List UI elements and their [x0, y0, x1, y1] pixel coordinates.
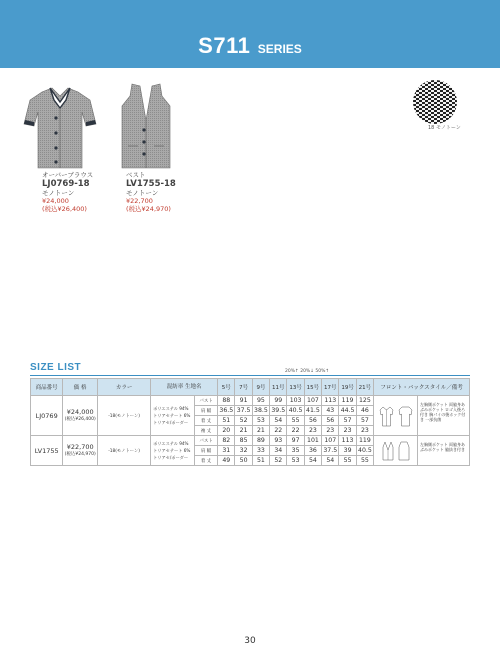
fabric-line: トリアセ/ポーダー — [153, 455, 189, 460]
series-title — [0, 33, 500, 59]
measure-value: 51 — [218, 416, 235, 426]
measure-value: 39.5 — [271, 407, 286, 414]
measure-label: 袖 丈 — [195, 426, 218, 436]
measure-value: 49 — [218, 456, 235, 466]
series-banner — [0, 0, 500, 68]
row-product-code: LV1755 — [31, 436, 63, 466]
measure-value: 23 — [304, 426, 321, 436]
measure-value: 33 — [252, 446, 269, 456]
measure-value: 21 — [235, 426, 252, 436]
measure-value: 107 — [304, 396, 321, 406]
product-tax-price: (税込¥24,970) — [126, 205, 171, 213]
header-size: 5号 — [218, 379, 235, 396]
header-fabric: 混紡率 生地名 — [151, 379, 218, 396]
measure-value: 56 — [322, 416, 339, 426]
fabric-line: トリアセテート 6% — [153, 413, 191, 418]
product-image-vest — [116, 80, 176, 172]
page-number: 30 — [244, 636, 256, 646]
measure-value: 52 — [270, 456, 287, 466]
style-illustration-blouse — [374, 396, 418, 436]
measure-label: 肩 幅 — [195, 406, 218, 416]
header-size: 13号 — [287, 379, 304, 396]
measure-value: 119 — [339, 396, 356, 406]
measure-value: 107 — [322, 436, 339, 446]
measure-value: 97 — [287, 436, 304, 446]
measure-value: 43 — [322, 406, 339, 416]
measure-value: 52 — [235, 416, 252, 426]
mix-note: 20%↑ 20%↓ 50%↑ — [285, 369, 330, 374]
measure-value: 57 — [356, 416, 373, 426]
measure-value: 113 — [339, 436, 356, 446]
vest-front-icon — [382, 441, 394, 461]
measure-value: 36.5 — [219, 407, 234, 414]
size-table — [30, 378, 470, 466]
measure-value: 113 — [322, 396, 339, 406]
measure-value: 40.5 — [288, 407, 303, 414]
series-code: S711 — [198, 33, 251, 58]
measure-value: 31 — [218, 446, 235, 456]
series-word: SERIES — [257, 42, 302, 56]
measure-label: 着 丈 — [195, 416, 218, 426]
product-price: ¥24,000 — [42, 197, 69, 205]
blouse-back-icon — [398, 405, 413, 427]
measure-value: 88 — [218, 396, 235, 406]
measure-value: 38.5 — [254, 407, 268, 414]
header-size: 11号 — [270, 379, 287, 396]
measure-value: 22 — [287, 426, 304, 436]
header-size: 15号 — [304, 379, 321, 396]
product-category: ベスト — [126, 171, 146, 179]
measure-value: 39 — [339, 446, 356, 456]
measure-value: 54 — [270, 416, 287, 426]
header-size: 7号 — [235, 379, 252, 396]
measure-value: 57 — [339, 416, 356, 426]
measure-value: 35 — [287, 446, 304, 456]
swatch-label: 18 モノトーン — [428, 125, 461, 131]
vest-back-icon — [398, 441, 410, 461]
measure-value: 53 — [252, 416, 269, 426]
measure-value: 46 — [356, 406, 373, 416]
size-table-header — [31, 379, 470, 396]
size-list-title: SIZE LIST — [30, 362, 82, 373]
measure-label: バスト — [195, 396, 218, 406]
table-row — [31, 396, 470, 406]
measure-value: 103 — [287, 396, 304, 406]
measure-value: 41.5 — [306, 407, 320, 414]
product-price: ¥22,700 — [126, 197, 153, 205]
row-price-value: ¥24,000 — [66, 407, 94, 416]
row-color: -18(モノトーン) — [98, 436, 151, 466]
fabric-swatch — [413, 80, 457, 124]
row-tax-price: (税込¥24,970) — [64, 451, 96, 457]
measure-value: 44.5 — [340, 407, 355, 414]
measure-value: 95 — [252, 396, 269, 406]
measure-label: 着 丈 — [195, 456, 218, 466]
header-color: カラー — [98, 379, 151, 396]
product-caption-overblouse — [42, 171, 93, 213]
blouse-front-icon — [379, 405, 394, 427]
row-tax-price: (税込¥26,400) — [64, 416, 96, 422]
measure-value: 85 — [235, 436, 252, 446]
measure-value: 82 — [218, 436, 235, 446]
measure-value: 32 — [235, 446, 252, 456]
measure-value: 91 — [235, 396, 252, 406]
measure-value: 23 — [356, 426, 373, 436]
header-size: 17号 — [322, 379, 339, 396]
style-illustration-vest — [374, 436, 418, 466]
measure-value: 40.5 — [358, 447, 372, 454]
product-color: モノトーン — [126, 189, 159, 197]
measure-value: 50 — [235, 456, 252, 466]
product-category: オーバーブラウス — [42, 171, 94, 179]
fabric-line: トリアセ/ポーダー — [153, 420, 189, 425]
header-size: 9号 — [252, 379, 269, 396]
measure-value: 37.5 — [236, 407, 251, 414]
product-code: LJ0769-18 — [42, 179, 90, 189]
row-color: -18(モノトーン) — [98, 396, 151, 436]
table-row — [31, 436, 470, 446]
row-note: 左胸側ポケット 両脇身あぷみポケット 脇抜き付き — [417, 436, 469, 466]
product-image-overblouse — [20, 78, 100, 174]
fabric-line: トリアセテート 6% — [153, 448, 191, 453]
measure-value: 53 — [287, 456, 304, 466]
measure-value: 22 — [270, 426, 287, 436]
product-tax-price: (税込¥26,400) — [42, 205, 87, 213]
fabric-line: ポリエステル 94% — [153, 406, 189, 411]
measure-value: 51 — [252, 456, 269, 466]
row-product-code: LJ0769 — [31, 396, 63, 436]
row-fabric — [151, 436, 195, 466]
row-fabric — [151, 396, 195, 436]
measure-value: 23 — [339, 426, 356, 436]
measure-value: 34 — [270, 446, 287, 456]
measure-value: 89 — [252, 436, 269, 446]
measure-label: 肩 幅 — [195, 446, 218, 456]
measure-value: 55 — [287, 416, 304, 426]
row-price-value: ¥22,700 — [66, 442, 94, 451]
measure-value: 20 — [218, 426, 235, 436]
header-style: フロント・バックスタイル／備考 — [374, 379, 470, 396]
measure-value: 55 — [339, 456, 356, 466]
product-code: LV1755-18 — [126, 179, 176, 189]
measure-label: バスト — [195, 436, 218, 446]
header-size: 19号 — [339, 379, 356, 396]
row-price — [63, 436, 98, 466]
measure-value: 93 — [270, 436, 287, 446]
header-size: 21号 — [356, 379, 373, 396]
measure-value: 36 — [304, 446, 321, 456]
measure-value: 99 — [270, 396, 287, 406]
fabric-line: ポリエステル 94% — [153, 441, 189, 446]
size-list-rule — [30, 375, 470, 376]
measure-value: 54 — [322, 456, 339, 466]
measure-value: 56 — [304, 416, 321, 426]
row-price — [63, 396, 98, 436]
measure-value: 125 — [356, 396, 373, 406]
row-note: 左胸側ポケット 両脇身あぷみポケット ロゴ入後ろ付き 胸パイの後ホック付き 一部抗菌 — [417, 396, 469, 436]
product-caption-vest — [126, 171, 176, 213]
product-color: モノトーン — [42, 189, 75, 197]
measure-value: 119 — [356, 436, 373, 446]
header-code: 商品番号 — [31, 379, 63, 396]
measure-value: 101 — [304, 436, 321, 446]
header-price: 価 格 — [63, 379, 98, 396]
measure-value: 37.5 — [323, 447, 338, 454]
measure-value: 23 — [322, 426, 339, 436]
measure-value: 21 — [252, 426, 269, 436]
measure-value: 55 — [356, 456, 373, 466]
measure-value: 54 — [304, 456, 321, 466]
